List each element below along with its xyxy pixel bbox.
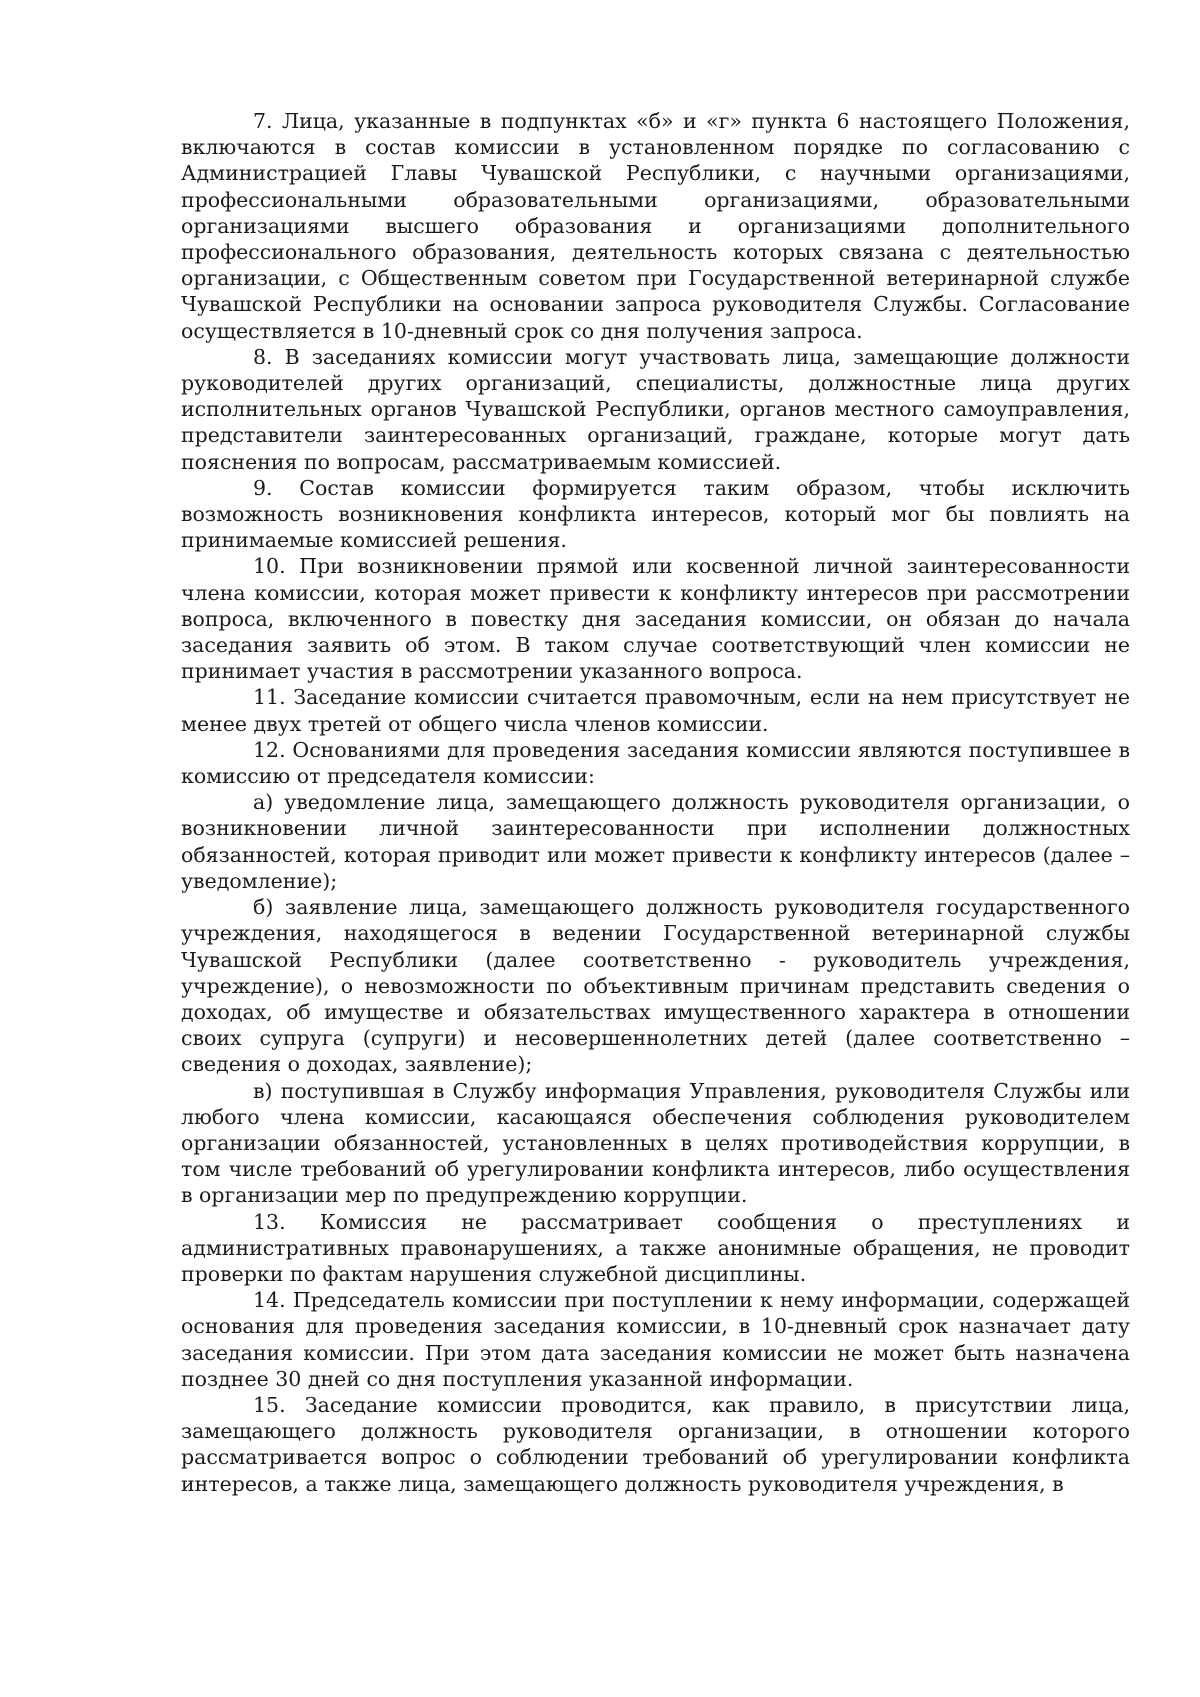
paragraph-11: 11. Заседание комиссии считается правомочным, если на нем присутствует не менее двух третей от общего числа членов комиссии. bbox=[181, 685, 1130, 736]
paragraph-8: 8. В заседаниях комиссии могут участвовать лица, замещающие должности руководителей других организаций, специалисты, должностные лица других исполнительных органов Чувашской Республики, органов местного самоуправления, представители заинтересованных организаций, граждане, которые могут дать пояснения по вопросам, рассматриваемым комиссией. bbox=[181, 344, 1130, 474]
paragraph-9: 9. Состав комиссии формируется таким образом, чтобы исключить возможность возникновения конфликта интересов, который мог бы повлиять на принимаемые комиссией решения. bbox=[181, 475, 1130, 553]
paragraph-12-b: б) заявление лица, замещающего должность руководителя государственного учреждения, находящегося в ведении Государственной ветеринарной службы Чувашской Республики (далее соответственно - руководитель учреждения, учреждение), о невозможности по объективным причинам представить сведения о доходах, об имуществе и обязательствах имущественного характера в отношении своих супруга (супруги) и несовершеннолетних детей (далее соответственно – сведения о доходах, заявление); bbox=[181, 895, 1130, 1077]
paragraph-10: 10. При возникновении прямой или косвенной личной заинтересованности члена комиссии, которая может привести к конфликту интересов при рассмотрении вопроса, включенного в повестку дня заседания комиссии, он обязан до начала заседания заявить об этом. В таком случае соответствующий член комиссии не принимает участия в рассмотрении указанного вопроса. bbox=[181, 554, 1130, 684]
paragraph-14: 14. Председатель комиссии при поступлении к нему информации, содержащей основания для проведения заседания комиссии, в 10-дневный срок назначает дату заседания комиссии. При этом дата заседания комиссии не может быть назначена позднее 30 дней со дня поступления указанной информации. bbox=[181, 1288, 1130, 1391]
paragraph-7: 7. Лица, указанные в подпунктах «б» и «г» пункта 6 настоящего Положения, включаются в состав комиссии в установленном порядке по согласованию с Администрацией Главы Чувашской Республики, с научными организациями, профессиональными образовательными организациями, образовательными организациями высшего образования и организациями дополнительного профессионального образования, деятельность которых связана с деятельностью организации, с Общественным советом при Государственной ветеринарной службе Чувашской Республики на основании запроса руководителя Службы. Согласование осуществляется в 10-дневный срок со дня получения запроса. bbox=[181, 109, 1130, 343]
document-body bbox=[181, 108, 1130, 1497]
paragraph-13: 13. Комиссия не рассматривает сообщения о преступлениях и административных правонарушениях, а также анонимные обращения, не проводит проверки по фактам нарушения служебной дисциплины. bbox=[181, 1209, 1130, 1286]
paragraph-12-v: в) поступившая в Службу информация Управления, руководителя Службы или любого члена комиссии, касающаяся обеспечения соблюдения руководителем организации обязанностей, установленных в целях противодействия коррупции, в том числе требований об урегулировании конфликта интересов, либо осуществления в организации мер по предупреждению коррупции. bbox=[181, 1078, 1130, 1208]
paragraph-12-a: а) уведомление лица, замещающего должность руководителя организации, о возникновении личной заинтересованности при исполнении должностных обязанностей, которая приводит или может привести к конфликту интересов (далее – уведомление); bbox=[181, 790, 1130, 893]
paragraph-12: 12. Основаниями для проведения заседания комиссии являются поступившее в комиссию от председателя комиссии: bbox=[181, 737, 1130, 789]
paragraph-15: 15. Заседание комиссии проводится, как правило, в присутствии лица, замещающего должность руководителя организации, в отношении которого рассматривается вопрос о соблюдении требований об урегулировании конфликта интересов, а также лица, замещающего должность руководителя учреждения, в bbox=[181, 1392, 1130, 1496]
